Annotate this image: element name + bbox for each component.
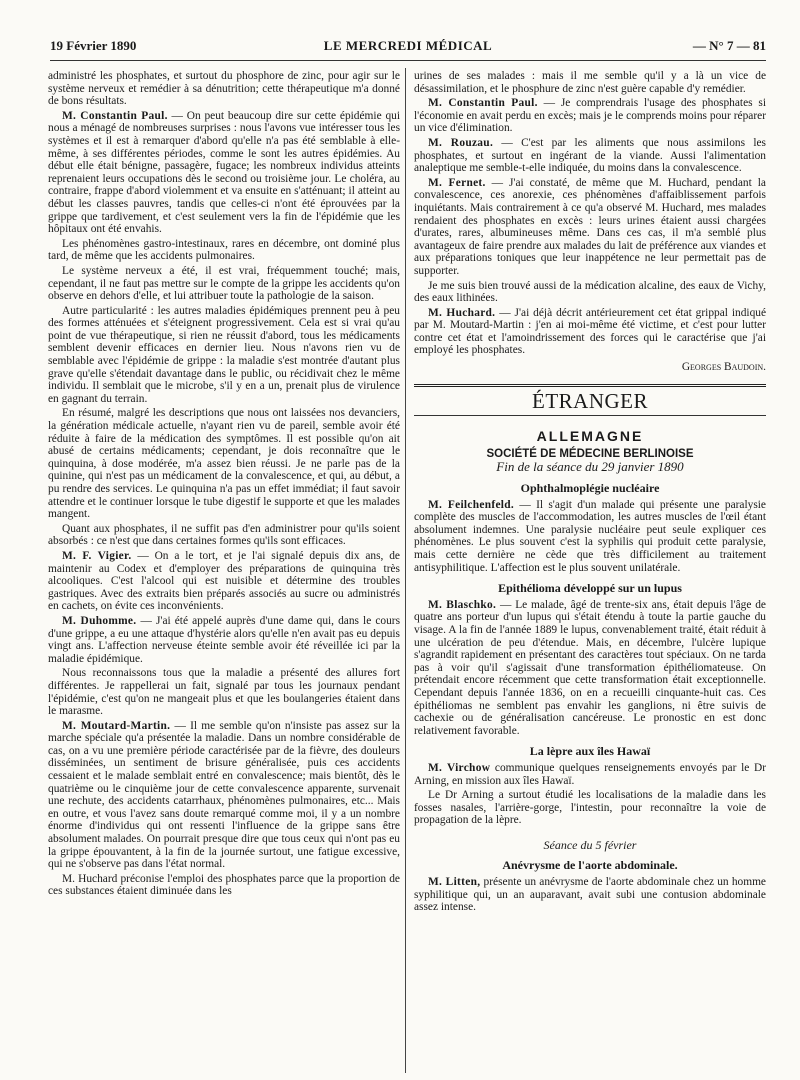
speaker-name: M. Virchow (428, 761, 491, 774)
section-rule (414, 384, 766, 387)
left-column (48, 70, 400, 900)
paragraph (48, 305, 400, 406)
speaker-name: M. Constantin Paul. (62, 109, 168, 122)
subheading-ophthalmoplegie: Ophthalmoplégie nucléaire (520, 481, 660, 496)
paragraph-text: — J'ai été appelé auprès d'une dame qui, dans le cours d'une grippe, a eu une attaque d'hystérie alors qu'elle n'en avait pas eu depuis vingt ans. L'affection nerveuse éteinte semble avoir été réveillée ici par la maladie épidémique. (48, 614, 400, 665)
paragraph (414, 762, 766, 787)
right-column (414, 70, 766, 916)
paragraph (48, 720, 400, 871)
paragraph (414, 137, 766, 175)
paragraph (48, 873, 400, 898)
paragraph-text: Les phénomènes gastro-intestinaux, rares en décembre, ont dominé plus tard, de même que les accidents pulmonaires. (48, 237, 400, 263)
paragraph-text: Le système nerveux a été, il est vrai, fréquemment touché; mais, cependant, il ne faut pas mettre sur le compte de la grippe les accidents qu'on observe en dehors d'elle, et lui attribuer toute la pathologie de la saison. (48, 264, 400, 303)
speaker-name: M. Fernet. (428, 176, 486, 189)
session-subtitle: Fin de la séance du 29 janvier 1890 (496, 459, 684, 475)
discussion-continued (414, 70, 766, 357)
paragraph (414, 280, 766, 305)
paragraph (48, 550, 400, 613)
subheading-epithelioma: Epithélioma développé sur un lupus (498, 581, 682, 596)
paragraph (414, 97, 766, 135)
paragraph (48, 523, 400, 548)
speaker-name: M. Feilchenfeld. (428, 498, 515, 511)
speaker-name: M. Rouzau. (428, 136, 494, 149)
subheading-anevrysme: Anévrysme de l'aorte abdominale. (502, 858, 678, 873)
paragraph-text: Nous reconnaissons tous que la maladie a présenté des allures fort différentes. Je rappellerai un fait, signalé par tous les journaux pendant l'épidémie, c'est qu'on ne mangeait plus et que les boulangeries étaient dans le marasme. (48, 667, 400, 718)
paragraph-text: Quant aux phosphates, il ne suffit pas d'en administrer pour qu'ils soient absorbés : ce n'est que dans certaines formes qu'ils sont efficaces. (48, 522, 400, 548)
paragraph (414, 499, 766, 575)
journal-title: LE MERCREDI MÉDICAL (323, 38, 493, 53)
page-header (50, 38, 766, 56)
paragraph (48, 265, 400, 303)
session-date: Séance du 5 février (543, 837, 637, 852)
author-signature: Georges Baudoin. (681, 361, 766, 374)
paragraph (414, 70, 766, 95)
speaker-name: M. Constantin Paul. (428, 97, 538, 110)
paragraph (414, 599, 766, 738)
section-heading-etranger: ÉTRANGER (532, 388, 648, 413)
paragraph: Le Dr Arning a surtout étudié les localisations de la maladie dans les fosses nasales, l'arrière-gorge, l'intestin, pour reconnaître la voie de propagation de la lèpre. (414, 789, 766, 827)
paragraph-text: — On a le tort, et je l'ai signalé depuis dix ans, de maintenir au Codex et d'employer des préparations de quinquina très alcooliques. C'est l'alcool qui est nuisible et détermine des troubles gastriques. Avec des extraits bien préparés associés au sucre ou administrés en cachets, on évite ces inconvénients. (48, 549, 400, 613)
country-heading: ALLEMAGNE (536, 428, 644, 445)
paragraph-text: administré les phosphates, et surtout du phosphore de zinc, pour agir sur le système nerveux et remédier à sa dénutrition; cette thérapeutique m'a donné de bons résultats. (48, 70, 400, 108)
paragraph-text: — C'est par les aliments que nous assimilons les phosphates, et surtout en ingérant de la viande. Aussi l'alimentation analeptique me semble-t-elle indiquée, du moins dans la convalescence. (414, 136, 766, 175)
paragraph-text: présente un anévrysme de l'aorte abdominale chez un homme syphilitique qui, un an auparavant, avait subi une contusion abdominale assez intense. (414, 876, 766, 914)
paragraph-text: Autre particularité : les autres maladies épidémiques prennent peu à peu des formes atténuées et s'éteignent progressivement. Cela est si vrai qu'au point de vue thérapeutique, si rien ne réussit d'abord, tous les médicaments semblent devenir efficaces en dernier lieu. Nous n'avons rien vu de semblable avec l'épidémie de grippe : la maladie s'est montrée d'autant plus grave qu'elle s'étendait davantage dans le public, ou récidivait chez le même individu. Il semblait que le microbe, s'il y en a un, prenait plus de virulence en gagnant du terrain. (48, 304, 400, 405)
speaker-name: M. Litten, (428, 876, 481, 889)
speaker-name: M. Blaschko. (428, 598, 497, 611)
paragraph (48, 615, 400, 665)
paragraph-text: — Je comprendrais l'usage des phosphates si l'économie en avait perdu en excès; mais je le comprends moins pour réparer un vice d'élimination. (414, 97, 766, 135)
subheading-lepre: La lèpre aux îles Hawaï (529, 744, 651, 759)
paragraph-text: — Le malade, âgé de trente-six ans, était depuis l'âge de quatre ans porteur d'un lupus qui s'était étendu à toute la partie gauche du visage. A la fin de l'année 1889 le lupus, convenablement traité, était réduit à une ulcération de peu d'étendue. Mais, en décembre, l'ulcère lupique s'agrandit rapidement en présentant des caractères tout spéciaux. On ne tarda pas à voir qu'il s'agissait d'une transformation épithéliomateuse. On prétendait encore récemment que cette transformation était exceptionnelle. Cependant depuis l'année 1836, on en a recueilli cinquante-huit cas. Ces épithéliomas ne semblent pas envahir les ganglions, ni être suivis de cachexie ou de généralisation cancéreuse. Le pronostic en est donc relativement favorable. (414, 598, 766, 737)
paragraph-text: communique quelques renseignements envoyés par le Dr Arning, en mission aux îles Hawaï. (414, 761, 766, 787)
paragraph-text: M. Huchard préconise l'emploi des phosphates parce que la proportion de ces substances étaient diminuée dans les (48, 872, 400, 898)
column-divider (405, 68, 406, 1073)
header-date: 19 Février 1890 (50, 38, 137, 53)
speaker-name: M. Duhomme. (62, 614, 137, 627)
header-rule (50, 60, 766, 61)
paragraph (48, 407, 400, 520)
society-heading: SOCIÉTÉ DE MÉDECINE BERLINOISE (486, 447, 694, 460)
speaker-name: M. Moutard-Martin. (62, 719, 171, 732)
paragraph (414, 307, 766, 357)
paragraph-text: — On peut beaucoup dire sur cette épidémie qui nous a ménagé de nombreuses surprises : nous l'avons vue intéresser tous les systèmes et il est à remarquer d'abord qu'elle n'a pas été semblable à elle-même, à ses différentes périodes, comme le sont les autres épidémies. Au début elle était bénigne, passagère, fugace; les nombreux individus atteints reprenaient leurs occupations dès le second ou troisième jour. Le choléra, au contraire, frappe d'abord violemment et va ensuite en s'atténuant; il atteint au début les classes pauvres, tandis que celles-ci n'ont été éprouvées par la grippe que tardivement, et c'est seulement vers la fin de l'épidémie que les hôpitaux ont été envahis. (48, 109, 401, 236)
paragraph-text: — Il s'agit d'un malade qui présente une paralysie complète des muscles de l'accommodation, les autres muscles de l'œil étant absolument indemnes. Une paralysie nucléaire peut seule expliquer ces phénomènes. Le plus souvent c'est la syphilis qui produit cette paralysie, mais cette dernière ne cède que très difficilement au traitement antisyphilitique. L'affection est le plus souvent unilatérale. (414, 498, 766, 574)
paragraph-text: Je me suis bien trouvé aussi de la médication alcaline, des eaux de Vichy, des eaux lithinées. (414, 279, 766, 305)
paragraph-text: urines de ses malades : mais il me semble qu'il y a là un vice de désassimilation, et le phosphure de zinc n'est guère capable d'y remédier. (414, 70, 766, 95)
paragraph-text: — Il me semble qu'on n'insiste pas assez sur la marche spéciale qu'a présentée la maladie. Dans un nombre considérable de cas, on a vu une première période caractérisée par de la fièvre, des douleurs disséminées, un sentiment de brisure généralisée, puis ces accidents cessaient et le malade semblait entré en convalescence; mais bientôt, dès le quatrième ou le cinquième jour de cette convalescence apparente, survenait une rechute, des accidents catarrhaux, phénomènes pulmonaires, etc... Mais en outre, et vous l'avez sans doute remarqué comme moi, il y a un nombre énorme d'individus qui ont ressenti l'influence de la grippe sans être absolument malades. On pourrait presque dire que tous ceux qui n'ont pas eu la grippe épouvantent, à la fin de la journée surtout, une fatigue excessive, qui ne s'observe pas dans l'état normal. (48, 719, 400, 871)
paragraph (48, 667, 400, 717)
speaker-name: M. Huchard. (428, 306, 496, 319)
paragraph (414, 177, 766, 278)
divider (414, 415, 766, 416)
paragraph-text: — J'ai constaté, de même que M. Huchard, pendant la convalescence, ces anorexie, ces phénomènes d'affaiblissement parfois inquiétants. Mais contrairement à ce qu'a observé M. Huchard, mes malades rendaient des phosphates en excès : leurs urines étaient aussi chargées d'urates, rares, albumineuses même. Dans ces cas, il m'a semblé plus avantageux de faire prendre aux malades du lait de préférence aux viandes et aux préparations toniques que leur inappétence ne leur permettait pas de supporter. (414, 176, 766, 277)
paragraph (414, 876, 766, 914)
speaker-name: M. F. Vigier. (62, 549, 132, 562)
paragraph (48, 70, 400, 108)
paragraph-text: — J'ai déjà décrit antérieurement cet état grippal indiqué par M. Moutard-Martin : j'en ai moi-même été victime, et c'est pour lutter contre cet état et l'amoindrissement des forces qui le caractérise que j'ai employé les phosphates. (414, 306, 767, 357)
page-number: — N° 7 — 81 (692, 38, 766, 53)
paragraph-text: En résumé, malgré les descriptions que nous ont laissées nos devanciers, la génération médicale actuelle, n'ayant rien vu de pareil, semble avoir été réduite à faire de la médication des symptômes. Il est possible qu'on ait abusé de certains médicaments; cependant, je dois reconnaître que le quinquina, à dose modérée, m'a assez bien réussi. Je ne parle pas de la quinine, qui n'est pas un médicament de la convalescence, et qui, au début, a pu rendre des services. Le quinquina n'a pas un effet immédiat; il faut savoir attendre et le continuer lorsque le tube digestif le supporte et que les malades mangent. (48, 407, 400, 521)
paragraph (48, 110, 400, 236)
paragraph (48, 238, 400, 263)
